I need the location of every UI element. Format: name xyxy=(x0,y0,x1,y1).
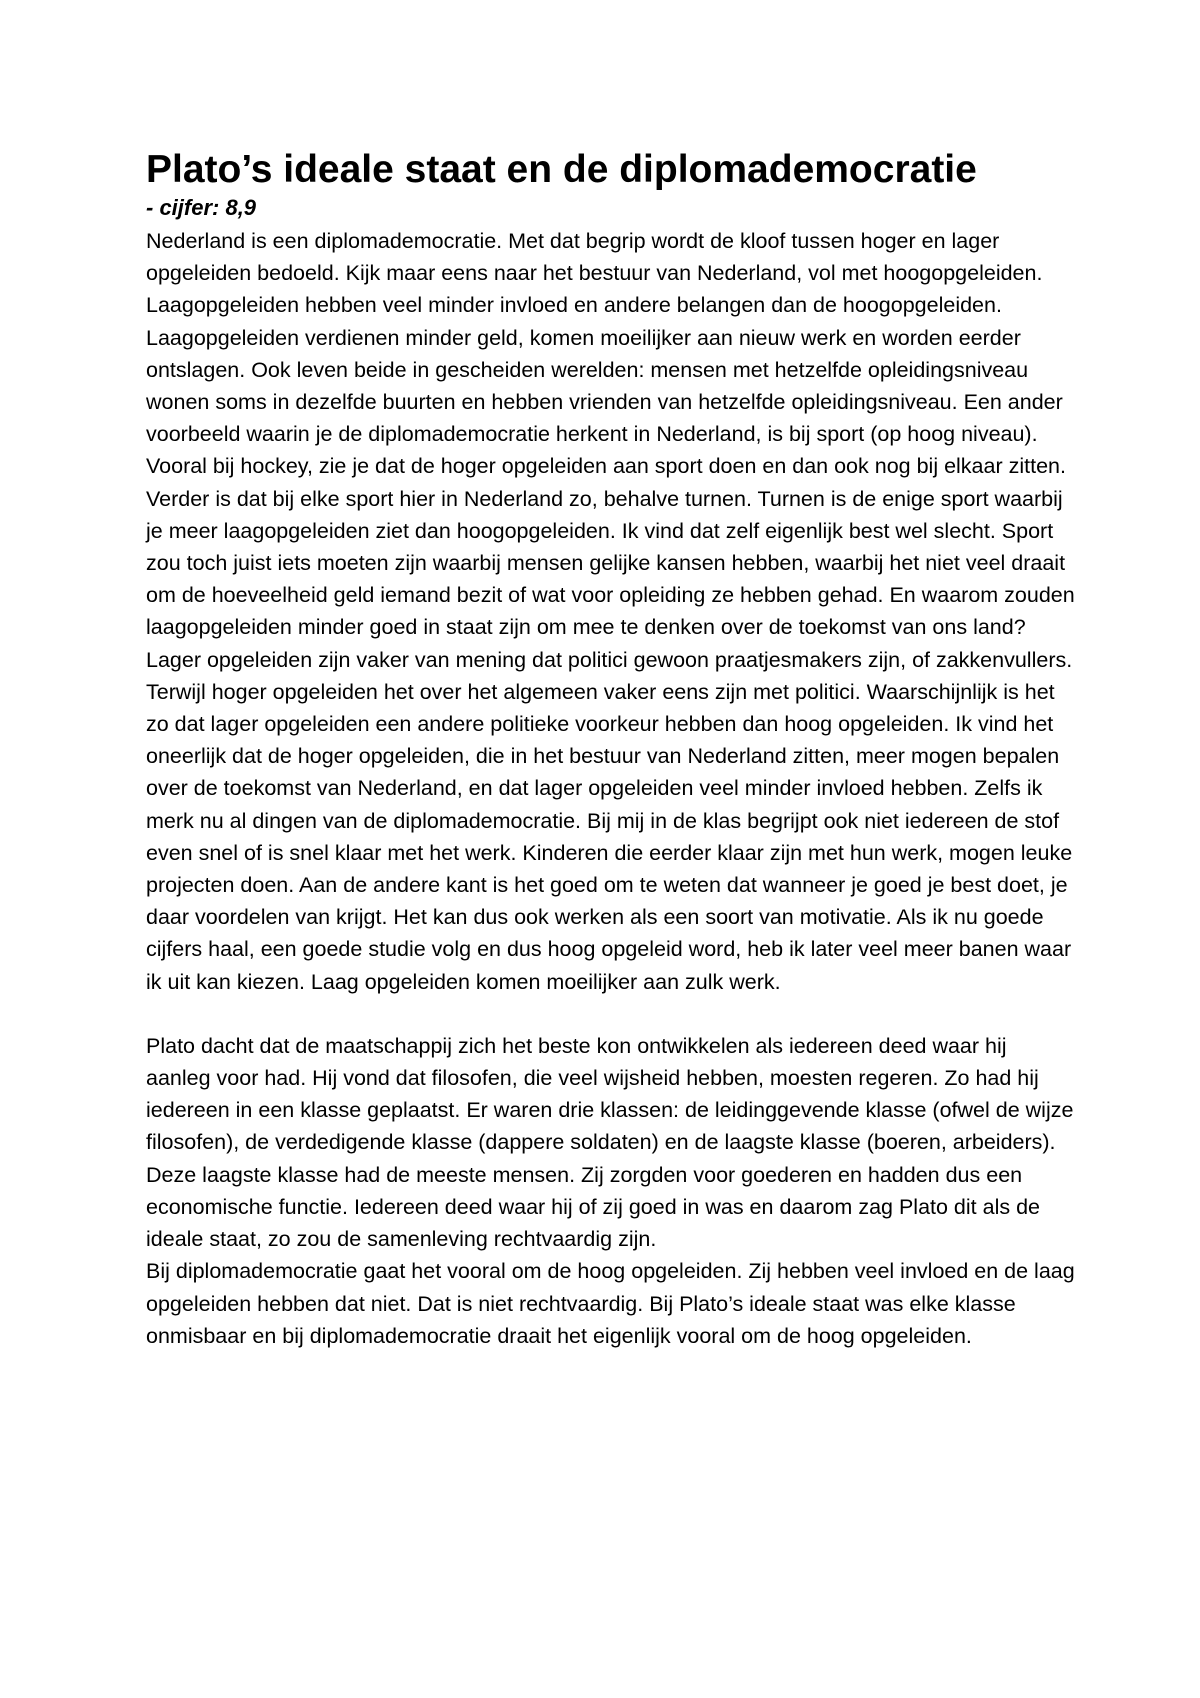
paragraph-diplomademocratie: Nederland is een diplomademocratie. Met dat begrip wordt de kloof tussen hoger en lager opgeleiden bedoeld. Kijk maar eens naar het bestuur van Nederland, vol met hoogopgeleiden. Laagopgeleiden hebben veel minder invloed en andere belangen dan de hoogopgeleiden. Laagopgeleiden verdienen minder geld, komen moeilijker aan nieuw werk en worden eerder ontslagen. Ook leven beide in gescheiden werelden: mensen met hetzelfde opleidingsniveau wonen soms in dezelfde buurten en hebben vrienden van hetzelfde opleidingsniveau. Een ander voorbeeld waarin je de diplomademocratie herkent in Nederland, is bij sport (op hoog niveau). Vooral bij hockey, zie je dat de hoger opgeleiden aan sport doen en dan ook nog bij elkaar zitten. Verder is dat bij elke sport hier in Nederland zo, behalve turnen. Turnen is de enige sport waarbij je meer laagopgeleiden ziet dan hoogopgeleiden. Ik vind dat zelf eigenlijk best wel slecht. Sport zou toch juist iets moeten zijn waarbij mensen gelijke kansen hebben, waarbij het niet veel draait om de hoeveelheid geld iemand bezit of wat voor opleiding ze hebben gehad. En waarom zouden laagopgeleiden minder goed in staat zijn om mee te denken over de toekomst van ons land? Lager opgeleiden zijn vaker van mening dat politici gewoon praatjesmakers zijn, of zakkenvullers. Terwijl hoger opgeleiden het over het algemeen vaker eens zijn met politici. Waarschijnlijk is het zo dat lager opgeleiden een andere politieke voorkeur hebben dan hoog opgeleiden. Ik vind het oneerlijk dat de hoger opgeleiden, die in het bestuur van Nederland zitten, meer mogen bepalen over de toekomst van Nederland, en dat lager opgeleiden veel minder invloed hebben. Zelfs ik merk nu al dingen van de diplomademocratie. Bij mij in de klas begrijpt ook niet iedereen de stof even snel of is snel klaar met het werk. Kinderen die eerder klaar zijn met hun werk, mogen leuke projecten doen. Aan de andere kant is het goed om te weten dat wanneer je goed je best doet, je daar voordelen van krijgt. Het kan dus ook werken als een soort van motivatie. Als ik nu goede cijfers haal, een goede studie volg en dus hoog opgeleid word, heb ik later veel meer banen waar ik uit kan kiezen. Laag opgeleiden komen moeilijker aan zulk werk. xyxy=(146,229,1075,994)
document-grade: - cijfer: 8,9 xyxy=(146,195,257,220)
document-page xyxy=(146,146,1076,1352)
paragraph-conclusion: Bij diplomademocratie gaat het vooral om de hoog opgeleiden. Zij hebben veel invloed en de laag opgeleiden hebben dat niet. Dat is niet rechtvaardig. Bij Plato’s ideale staat was elke klasse onmisbaar en bij diplomademocratie draait het eigenlijk vooral om de hoog opgeleiden. xyxy=(146,1259,1075,1348)
paragraph-spacer xyxy=(146,998,1076,1030)
document-title: Plato’s ideale staat en de diplomademocratie xyxy=(146,148,977,191)
paragraph-plato: Plato dacht dat de maatschappij zich het beste kon ontwikkelen als iedereen deed waar hij aanleg voor had. Hij vond dat filosofen, die veel wijsheid hebben, moesten regeren. Zo had hij iedereen in een klasse geplaatst. Er waren drie klassen: de leidinggevende klasse (ofwel de wijze filosofen), de verdedigende klasse (dappere soldaten) en de laagste klasse (boeren, arbeiders). Deze laagste klasse had de meeste mensen. Zij zorgden voor goederen en hadden dus een economische functie. Iedereen deed waar hij of zij goed in was en daarom zag Plato dit als de ideale staat, zo zou de samenleving rechtvaardig zijn. xyxy=(146,1033,1074,1252)
